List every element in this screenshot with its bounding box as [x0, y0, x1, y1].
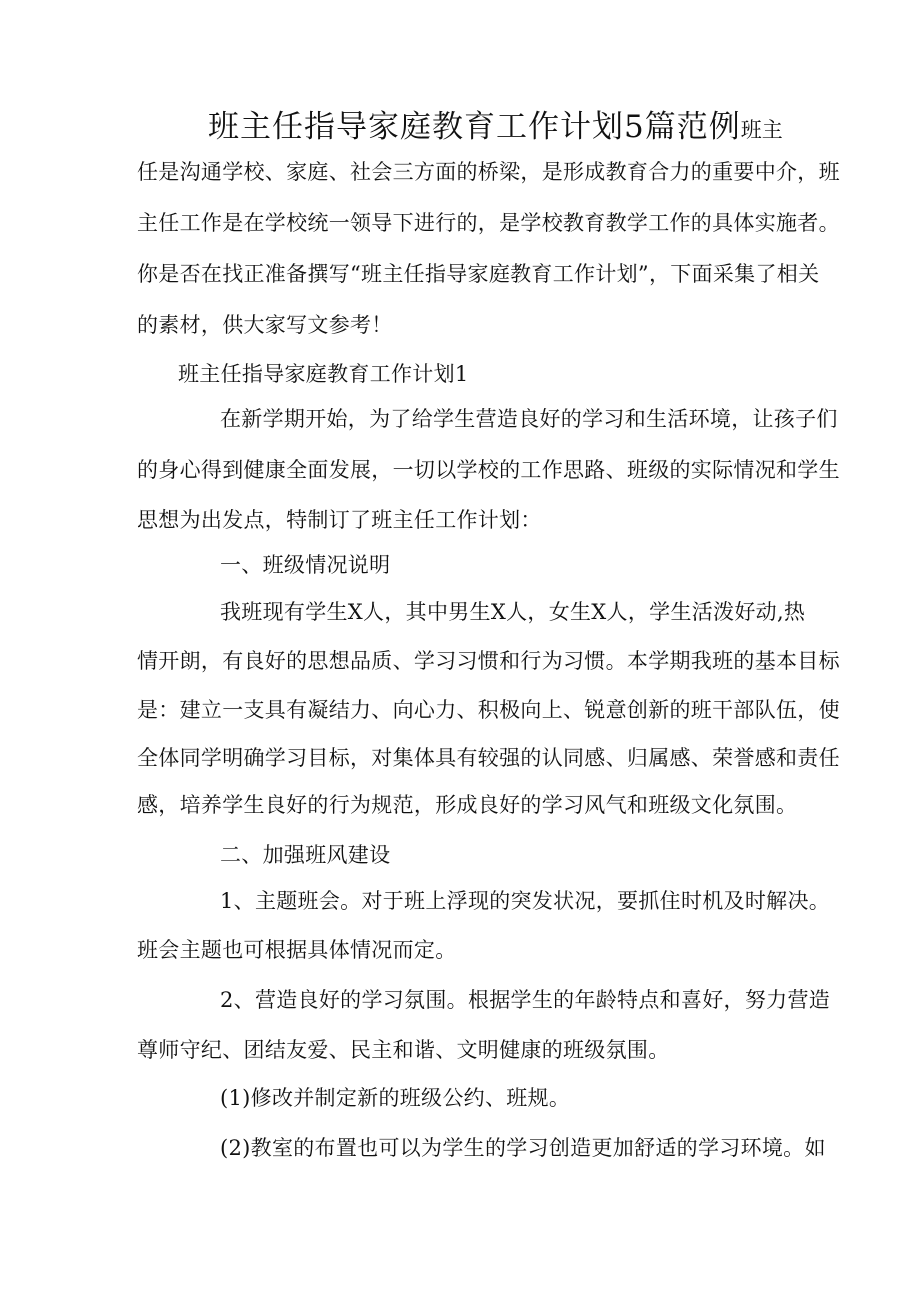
item1-line: 班会主题也可根据具体情况而定。 — [137, 938, 457, 962]
intro-line: 主任工作是在学校统一领导下进行的，是学校教育教学工作的具体实施者。 — [137, 211, 840, 235]
section1-line: 情开朗，有良好的思想品质、学习习惯和行为习惯。本学期我班的基本目标 — [137, 649, 840, 673]
document-title: 班主任指导家庭教育工作计划5篇范例 — [208, 109, 741, 145]
item2-line: 2、营造良好的学习氛围。根据学生的年龄特点和喜好，努力营造 — [220, 988, 831, 1012]
intro-line: 任是沟通学校、家庭、社会三方面的桥梁，是形成教育合力的重要中介，班 — [137, 160, 840, 184]
item1-line: 1、主题班会。对于班上浮现的突发状况，要抓住时机及时解决。 — [220, 889, 831, 913]
plan1-heading: 班主任指导家庭教育工作计划1 — [178, 362, 469, 386]
section2-heading: 二、加强班风建设 — [220, 843, 391, 867]
sub2-line: (2)教室的布置也可以为学生的学习创造更加舒适的学习环境。如 — [220, 1136, 826, 1160]
item2-line: 尊师守纪、团结友爱、民主和谐、文明健康的班级氛围。 — [137, 1038, 670, 1062]
plan1-intro-line: 在新学期开始，为了给学生营造良好的学习和生活环境，让孩子们 — [220, 407, 838, 431]
intro-start: 班主 — [740, 118, 783, 142]
intro-line: 的素材，供大家写文参考！ — [137, 313, 393, 337]
section1-line: 感，培养学生良好的行为规范，形成良好的学习风气和班级文化氛围。 — [137, 793, 798, 817]
document-title-line — [208, 101, 783, 146]
intro-line: 你是否在找正准备撰写“班主任指导家庭教育工作计划”，下面采集了相关 — [137, 262, 820, 286]
sub1-line: (1)修改并制定新的班级公约、班规。 — [220, 1086, 571, 1110]
section1-heading: 一、班级情况说明 — [220, 553, 391, 577]
plan1-intro-line: 的身心得到健康全面发展，一切以学校的工作思路、班级的实际情况和学生 — [137, 458, 840, 482]
section1-line: 全体同学明确学习目标，对集体具有较强的认同感、归属感、荣誉感和责任 — [137, 746, 840, 770]
section1-line: 是：建立一支具有凝结力、向心力、积极向上、锐意创新的班干部队伍，使 — [137, 698, 840, 722]
section1-line: 我班现有学生X人，其中男生X人，女生X人，学生活泼好动,热 — [220, 600, 806, 624]
plan1-intro-line: 思想为出发点，特制订了班主任工作计划： — [137, 508, 542, 532]
